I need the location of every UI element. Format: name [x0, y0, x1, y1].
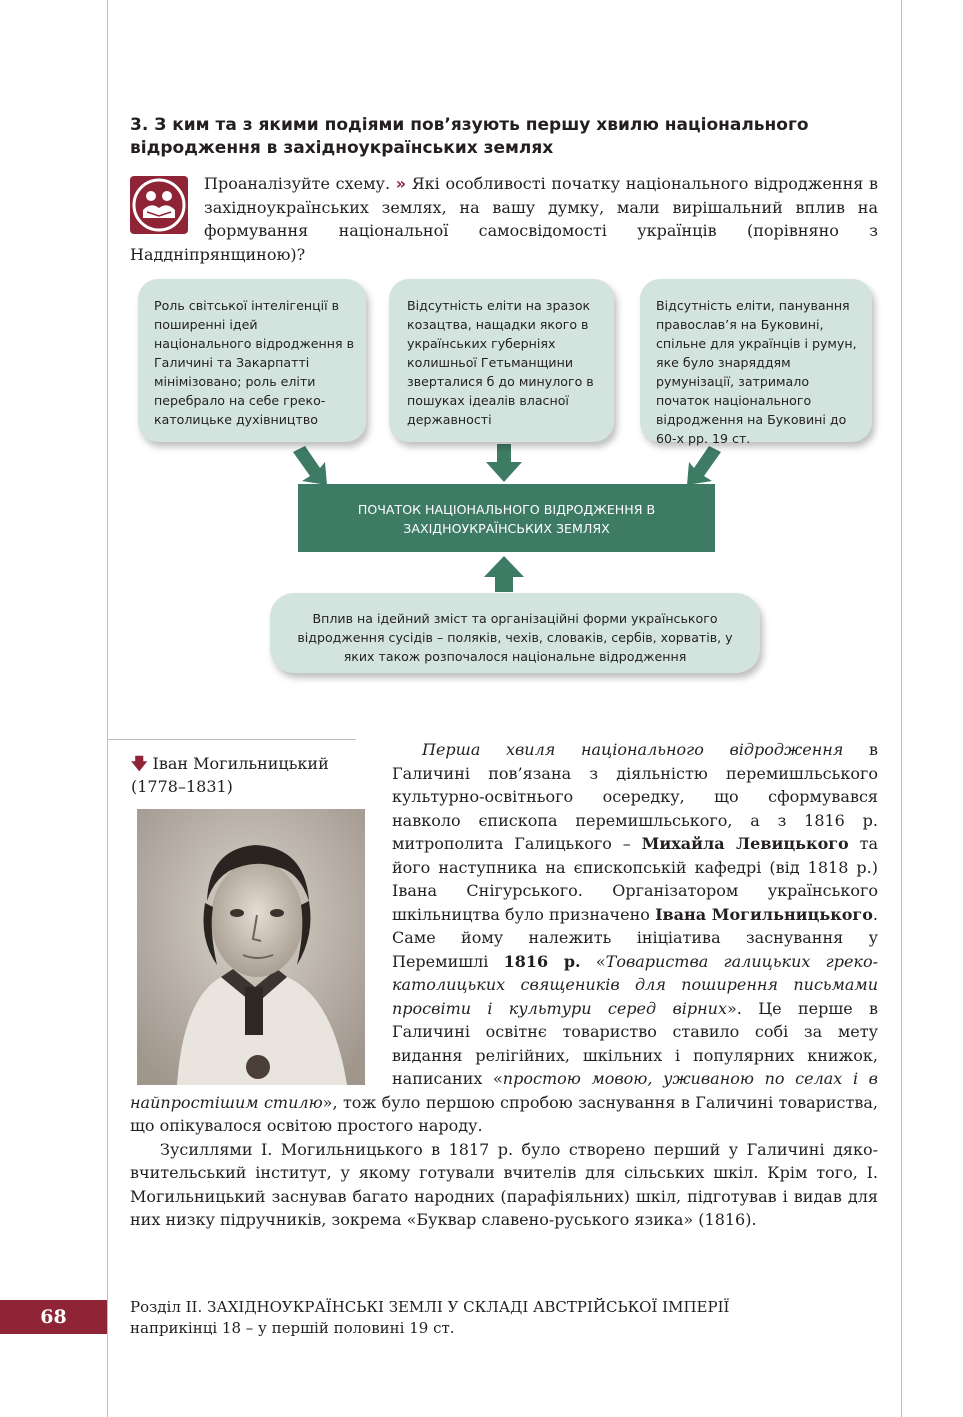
arrow-down-icon: 🡇 [131, 754, 148, 773]
caption-name: Іван Могильницький [152, 754, 329, 773]
scheme-box-clergy: Роль світської інтелігенції в поширенні ідей національного відродження в Галичині та Закарпатті мінімізовано; роль еліти перебрало на себе греко-католицьке духівництво [138, 279, 366, 442]
arrow-down-center-icon [486, 444, 522, 482]
paragraph-2: Зусиллями І. Могильницького в 1817 р. було створено перший у Галичині дяко-вчительський інститут, у якому готували вчителів для сільських шкіл. Крім того, І. Могильницький заснував багато народних (парафіяльних) шкіл, підготував і видав для них низку підручників, зокрема «Буквар славено-руського язика» (1816). [130, 1139, 878, 1229]
scheme-box-bukovyna: Відсутність еліти, панування православ’я на Буковині, спільне для українців і румун, яке було знаряддям румунізації, затримало початок національного відродження на Буковині до 60-х рр. 19 ст. [640, 279, 872, 442]
chevron-right-icon: » [395, 174, 407, 193]
footer-line-1: Розділ ІІ. ЗАХІДНОУКРАЇНСЬКІ ЗЕМЛІ У СКЛАДІ АВСТРІЙСЬКОЇ ІМПЕРІЇ [130, 1298, 730, 1316]
section-heading: 3. З ким та з якими подіями пов’язують першу хвилю національного відродження в західноукраїнських землях [130, 115, 809, 158]
running-footer [130, 1297, 890, 1339]
caption-years: (1778–1831) [131, 777, 233, 796]
scheme-main-box: ПОЧАТОК НАЦІОНАЛЬНОГО ВІДРОДЖЕННЯ В ЗАХІДНОУКРАЇНСЬКИХ ЗЕМЛЯХ [298, 484, 715, 552]
task-question: Які особливості початку національного відродження в західноукраїнських землях, на вашу думку, мали вирішальний вплив на формування національної самосвідомості українців (порівняно з Наддніпрянщиною)? [130, 174, 878, 264]
paragraph-1: Перша хвиля національного відродження в Галичині пов’язана з діяльністю перемишльського культурно-освітнього осередку, що сформувався навколо єпископа перемишльського, а з 1816 р. митрополита Галицького – Михайла Левицького та його наступника на єпископській кафедрі (від 1818 р.) Івана Снігурського. Організатором українського шкільництва було призначено Івана Могильницького. Саме йому належить ініціатива заснування у Перемишлі 1816 р. «Товариства галицьких греко-католицьких священиків для поширення письмами просвіти і культури серед вірних». Це перше в Галичині освітнє товариство ставило собі за мету видання релігійних, шкільних і популярних книжок, написаних «простою мовою, уживаною по селах і в найпростішим стилю», тож було першою спробою заснування в Галичині товариства, що опікувалося освітою простого народу. [130, 740, 879, 1135]
scheme-box-neighbours: Вплив на ідейний зміст та організаційні форми українського відродження сусідів – поляків, чехів, словаків, сербів, хорватів, у яких також розпочалося національне відродження [270, 593, 760, 673]
arrow-up-bottom-icon [484, 556, 524, 592]
main-text [130, 738, 878, 1232]
task-lead: Проаналізуйте схему. [204, 174, 391, 193]
arrow-down-left-icon [293, 446, 327, 485]
footer-line-2: наприкінці 18 – у першій половині 19 ст. [130, 1319, 455, 1337]
page-number: 68 [0, 1300, 107, 1334]
scheme-box-no-elite: Відсутність еліти на зразок козацтва, нащадки якого в українських губерніях колишньої Гетьманщини зверталися б до минулого в пошуках ідеалів власної державності [389, 279, 614, 442]
arrow-down-right-icon [687, 446, 721, 485]
